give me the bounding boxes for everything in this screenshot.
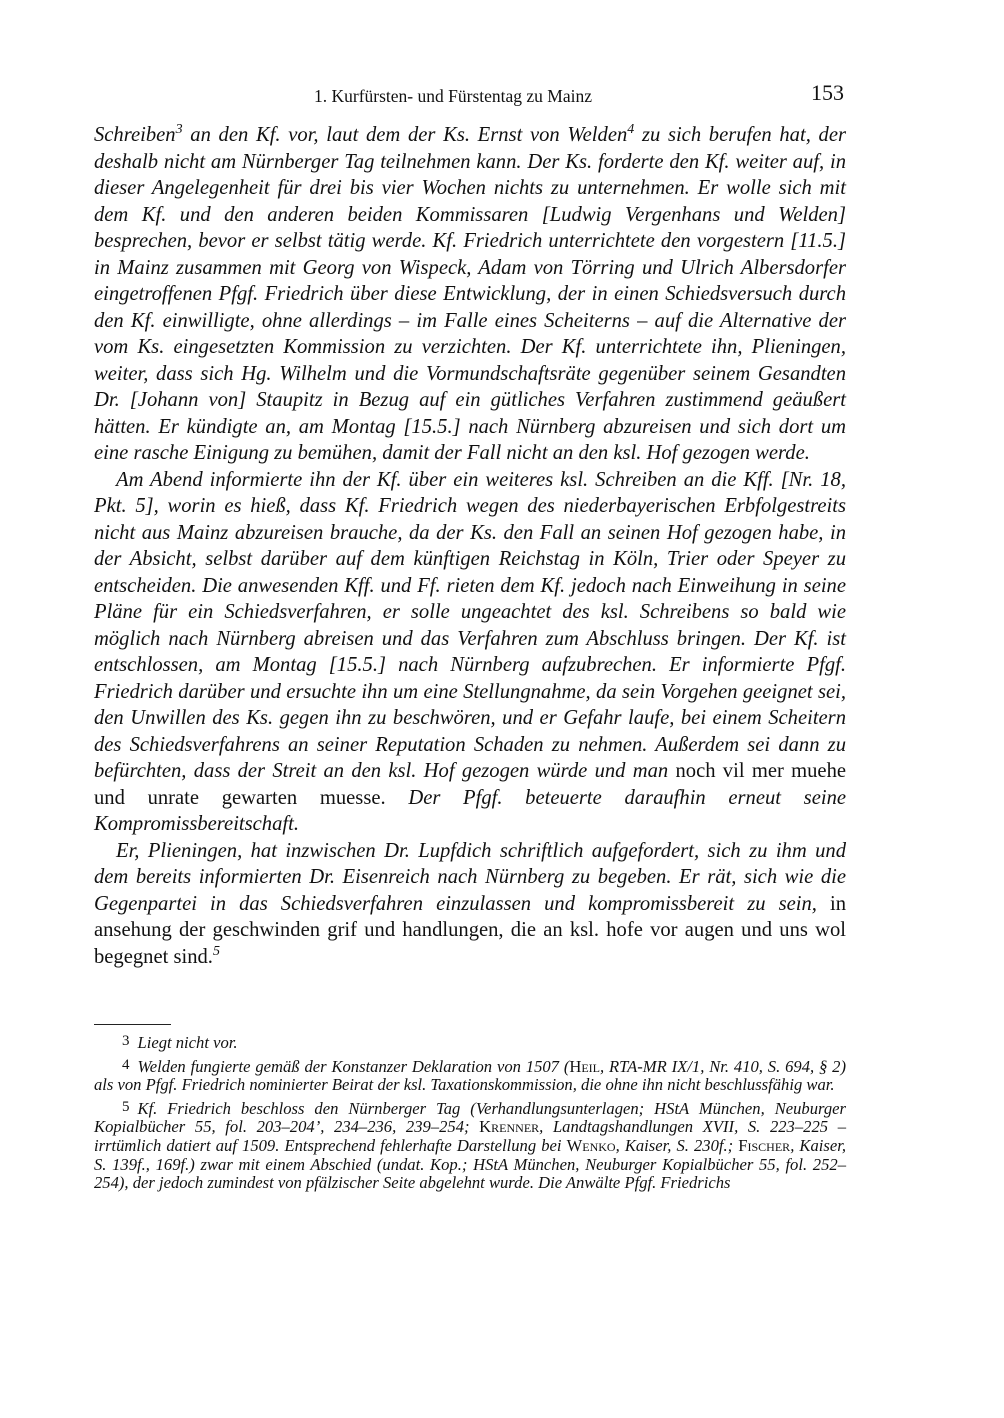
page-number: 153: [811, 80, 844, 105]
footnote-ref-5[interactable]: 5: [212, 943, 220, 959]
footnote-3: [94, 1032, 846, 1053]
paragraph-1-end: zu sich berufen hat, der deshalb nicht am Nürnberger Tag teilnehmen kann. Der Ks. forderte den Kf. weiter auf, in dieser Angelegenheit für drei bis vier Wochen nichts zu unternehmen. Er wolle sich mit dem Kf. und den anderen beiden Kommissaren [Ludwig Vergenhans und Welden] besprechen, bevor er selbst tätig werde. Kf. Friedrich unterrichtete den vorgestern [11.5.] in Mainz zusammen mit Georg von Wispeck, Adam von Törring und Ulrich Albersdorfer eingetroffenen Pfgf. Friedrich über diese Entwicklung, der in einen Schiedsversuch durch den Kf. einwilligte, ohne allerdings – im Falle eines Scheiterns – auf die Alternative der vom Ks. eingesetzten Kommission zu verzichten. Der Kf. unterrichtete ihn, Plieningen, weiter, dass sich Hg. Wilhelm und die Vormundschaftsräte gegenüber seinem Gesandten Dr. [Johann von] Staupitz in Bezug auf ein gütliches Verfahren zustimmend geäußert hätten. Er kündigte an, am Montag [15.5.] nach Nürnberg abzureisen und sich dort um eine rasche Einigung zu bemühen, damit der Fall nicht an den ksl. Hof gezogen werde.: [94, 124, 846, 464]
footnote-4: [94, 1056, 846, 1095]
paragraph-1-start: Schreiben: [94, 124, 176, 146]
author-name: Krenner: [479, 1117, 540, 1137]
footnote-text: Liegt nicht vor.: [137, 1033, 238, 1052]
paragraph-1: [94, 122, 846, 467]
paragraph-2: [94, 467, 846, 838]
footnote-text: Welden fungierte gemäß der Konstanzer Deklaration von 1507 (: [137, 1056, 570, 1076]
paragraph-3: [94, 838, 846, 971]
paragraph-2-quote: noch vil mer muehe und unrate gewarten muesse.: [94, 760, 847, 809]
author-name: Fischer: [738, 1135, 791, 1155]
footnote-text: , RTA-MR IX/1, Nr. 410, S. 694, § 2) als von Pfgf. Friedrich nominierter Beirat der ksl. Taxationskommission, die ohne ihn nicht beschlussfähig war.: [94, 1056, 846, 1095]
author-name: Heil: [569, 1056, 600, 1076]
footnote-number: 5: [122, 1098, 130, 1115]
footnote-rule: [94, 1024, 171, 1025]
paragraph-1-middle: an den Kf. vor, laut dem der Ks. Ernst von Welden: [182, 124, 628, 146]
footnote-text: , Landtagshandlungen XVII, S. 223–225 – irrtümlich datiert auf 1509. Entsprechend fehlerhafte Darstellung bei: [94, 1117, 846, 1155]
running-title: 1. Kurfürsten- und Fürstentag zu Mainz: [314, 86, 592, 106]
footnote-number: 4: [122, 1056, 130, 1073]
footnote-number: 3: [122, 1033, 130, 1049]
page-header: [94, 80, 846, 110]
footnote-text: , Kaiser, S. 139f., 169f.) zwar mit einem Abschied (undat. Kop.; HStA München, Neuburger Kopialbücher 55, fol. 252–254), der jedoch zumindest von pfälzischer Seite abgelehnt wurde. Die Anwälte Pfgf. Friedrichs: [94, 1135, 846, 1193]
footnote-ref-4[interactable]: 4: [627, 122, 635, 138]
footnote-5: [94, 1098, 846, 1193]
footnote-text: , Kaiser, S. 230f.;: [615, 1135, 739, 1155]
paragraph-2-italic: Am Abend informierte ihn der Kf. über ein weiteres ksl. Schreiben an die Kff. [Nr. 18, Pkt. 5], worin es hieß, dass Kf. Friedrich wegen des niederbayerischen Erbfolgestreits nicht aus Mainz abzureisen brauche, da der Ks. den Fall an seinen Hof gezogen habe, in der Absicht, selbst darüber auf dem künftigen Reichstag in Köln, Trier oder Speyer zu entscheiden. Die anwesenden Kff. und Ff. rieten dem Kf. jedoch nach Einweihung in seine Pläne für ein Schiedsverfahren, er solle ungeachtet des ksl. Schreibens so bald wie möglich nach Nürnberg abreisen und das Verfahren zum Abschluss bringen. Der Kf. ist entschlossen, am Montag [15.5.] nach Nürnberg aufzubrechen. Er informierte Pfgf. Friedrich darüber und ersuchte ihn um eine Stellungnahme, da sein Vorgehen geeignet sei, den Unwillen des Ks. gegen ihn zu beschwören, und er Gefahr laufe, bei einem Scheitern des Schiedsverfahrens an seiner Reputation Schaden zu nehmen. Außerdem sei dann zu befürchten, dass der Streit an den ksl. Hof gezogen würde und man: [94, 468, 846, 782]
paragraph-3-quote: in ansehung der geschwinden grif und handlungen, die an ksl. hofe vor augen und uns wol begegnet sind.: [94, 892, 847, 968]
footnote-ref-3[interactable]: 3: [175, 122, 183, 138]
author-name: Wenko: [566, 1135, 616, 1155]
paragraph-3-italic: Er, Plieningen, hat inzwischen Dr. Lupfdich schriftlich aufgefordert, sich zu ihm und dem bereits informierten Dr. Eisenreich nach Nürnberg zu begeben. Er rät, sich wie die Gegenpartei in das Schiedsverfahren einzulassen und kompromissbereit zu sein,: [94, 839, 846, 915]
footnote-text: Kf. Friedrich beschloss den Nürnberger Tag (Verhandlungsunterlagen; HStA München, Neuburger Kopialbücher 55, fol. 203–204’, 234–236, 239–254;: [94, 1098, 846, 1137]
footnotes: [94, 1032, 846, 1196]
main-text: [94, 122, 846, 970]
paragraph-2-end: Der Pfgf. beteuerte daraufhin erneut seine Kompromissbereitschaft.: [94, 786, 847, 835]
